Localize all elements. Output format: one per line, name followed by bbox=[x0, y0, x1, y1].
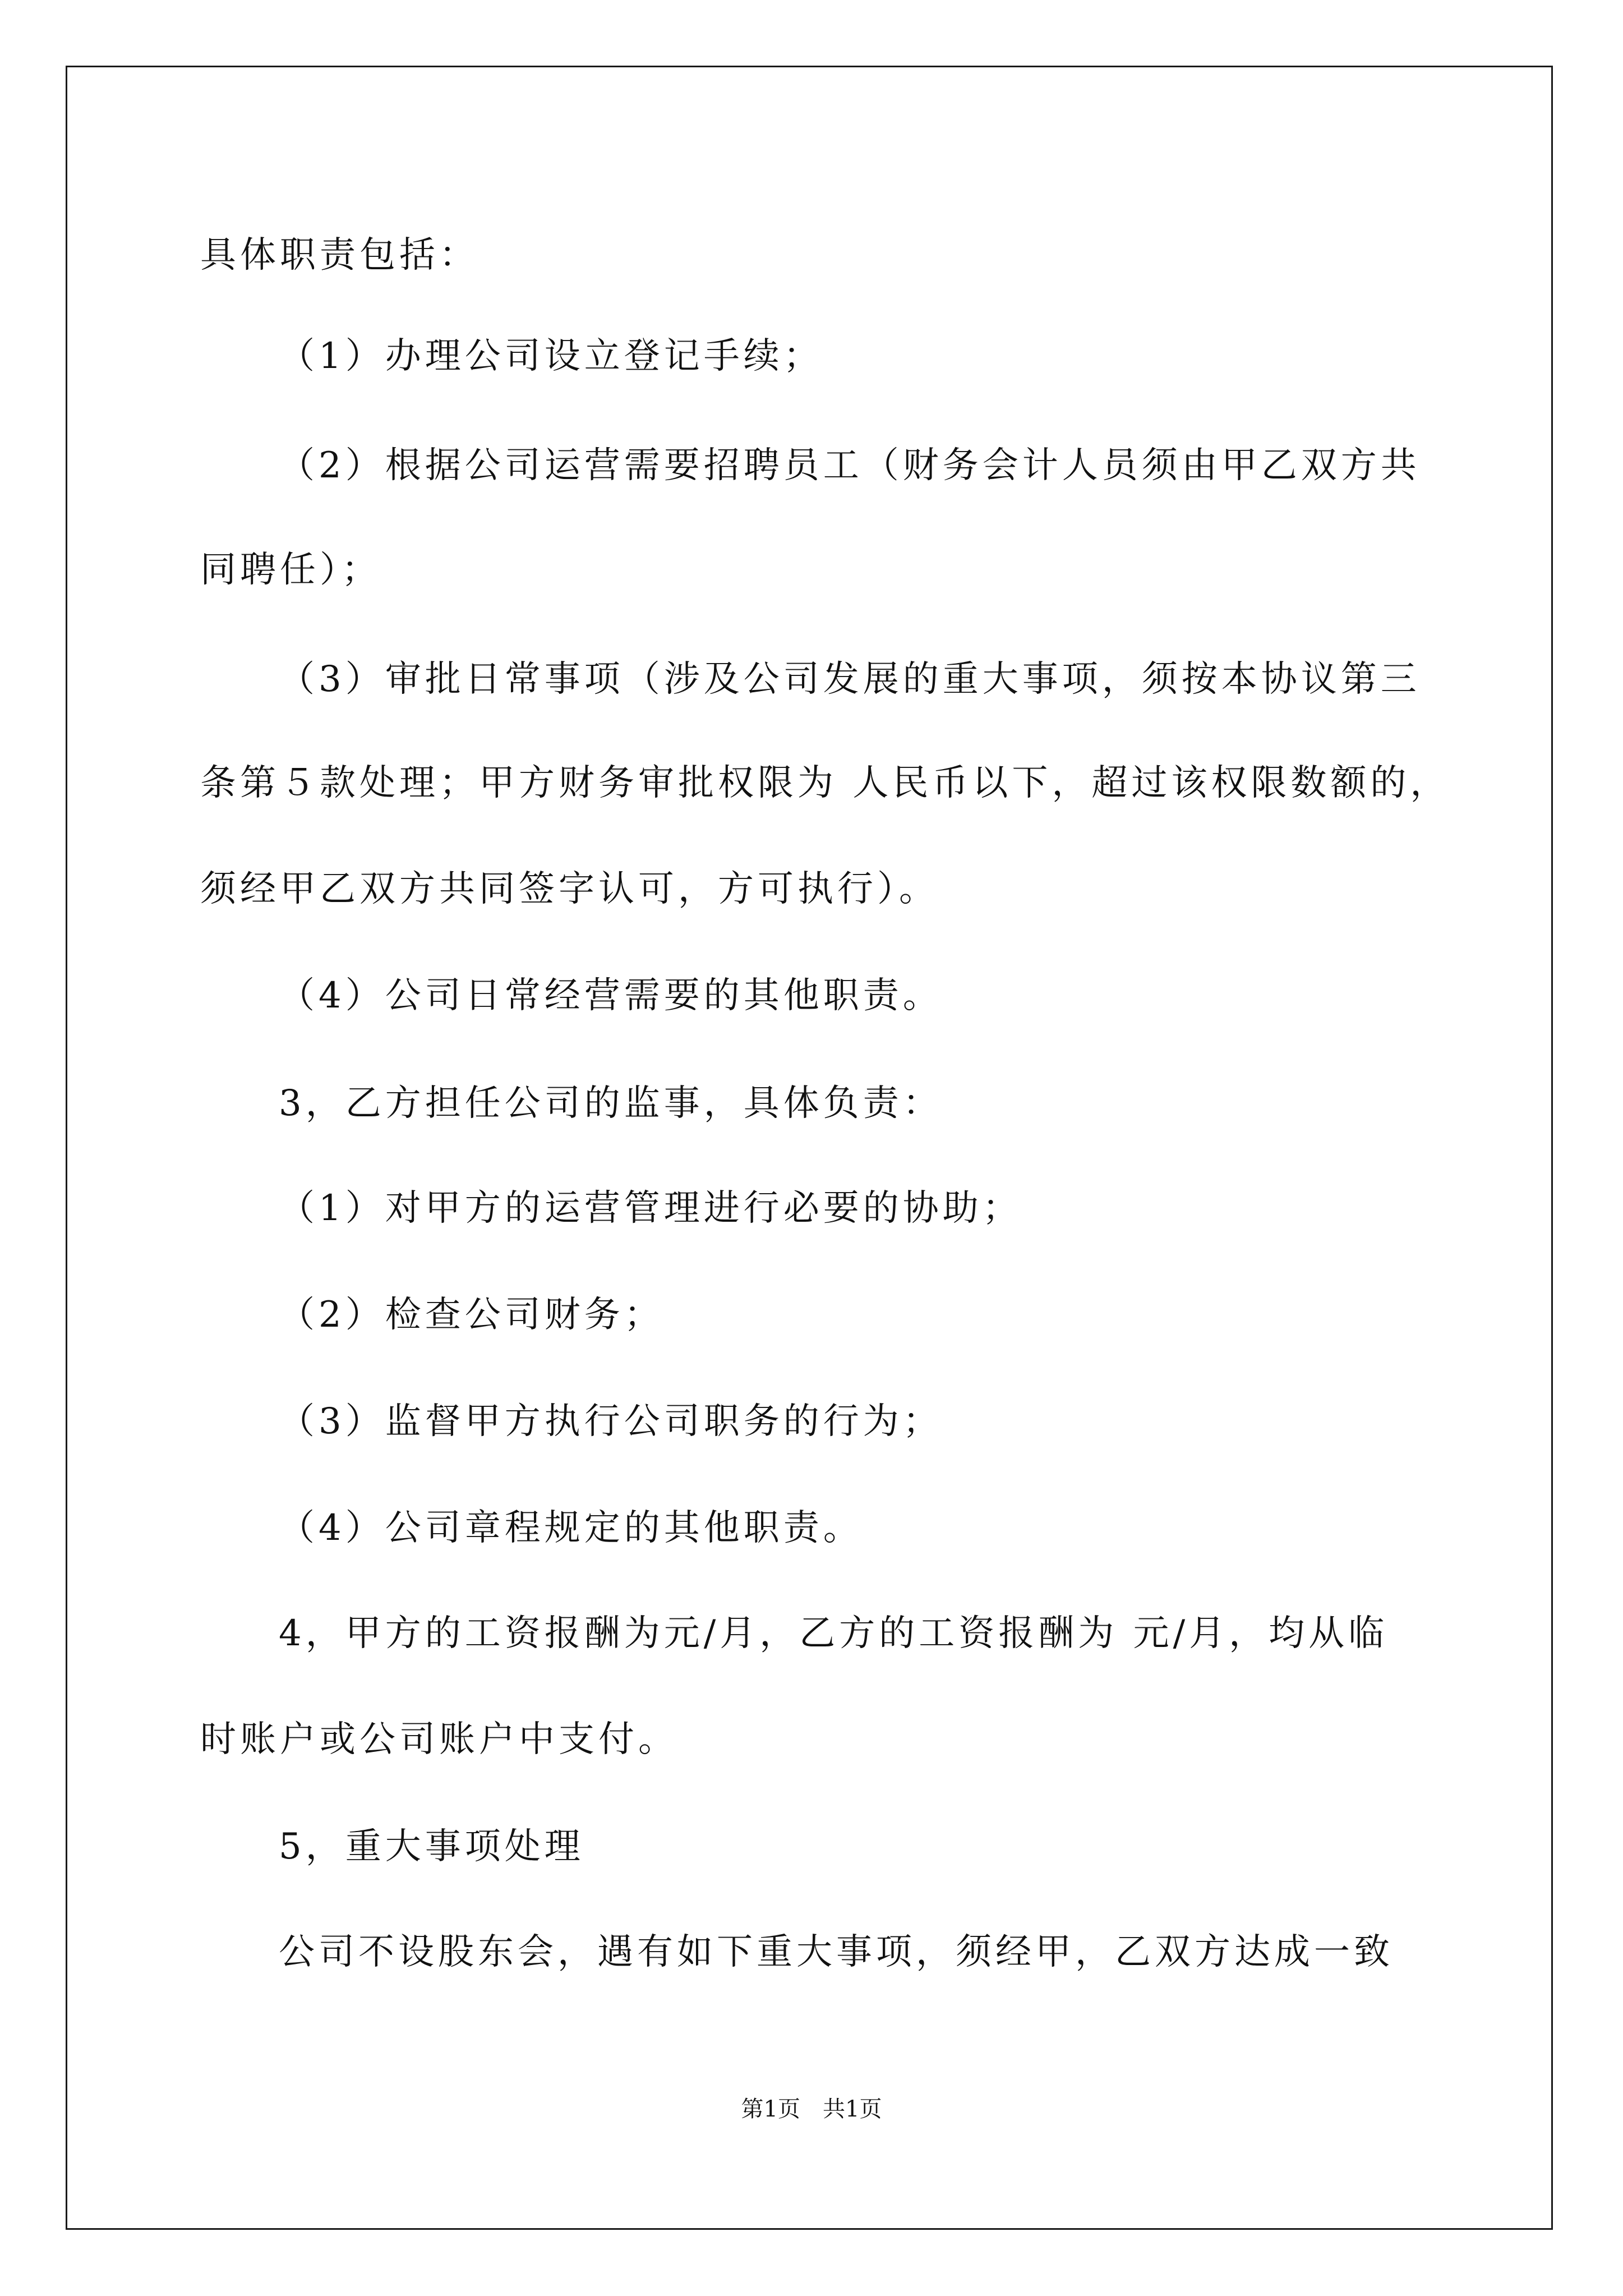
text-line: （4）公司日常经营需要的其他职责。 bbox=[279, 975, 943, 1016]
text-line: 条第５款处理；甲方财务审批权限为 人民币以下，超过该权限数额的， bbox=[200, 762, 1450, 804]
text-line: 3，乙方担任公司的监事，具体负责： bbox=[279, 1083, 943, 1124]
page-border bbox=[66, 66, 1553, 2230]
text-line: （1）办理公司设立登记手续； bbox=[279, 335, 823, 377]
text-line: 同聘任）； bbox=[200, 549, 381, 591]
text-line: 时账户或公司账户中支付。 bbox=[200, 1719, 678, 1760]
text-line: （1）对甲方的运营管理进行必要的协助； bbox=[279, 1188, 1022, 1229]
text-line: 5，重大事项处理 bbox=[279, 1826, 584, 1867]
text-line: 4，甲方的工资报酬为元/月，乙方的工资报酬为 元/月，均从临 bbox=[279, 1613, 1389, 1654]
page-footer: 第1页 共1页 bbox=[741, 2096, 882, 2122]
text-line: 具体职责包括： bbox=[200, 234, 479, 276]
text-line: 公司不设股东会，遇有如下重大事项，须经甲，乙双方达成一致 bbox=[279, 1931, 1394, 1973]
text-line: （3）监督甲方执行公司职务的行为； bbox=[279, 1401, 943, 1442]
text-line: （2）检查公司财务； bbox=[279, 1294, 664, 1336]
text-line: （3）审批日常事项（涉及公司发展的重大事项，须按本协议第三 bbox=[279, 659, 1421, 700]
text-line: （4）公司章程规定的其他职责。 bbox=[279, 1507, 863, 1549]
text-line: 须经甲乙双方共同签字认可，方可执行）。 bbox=[200, 868, 939, 910]
text-line: （2）根据公司运营需要招聘员工（财务会计人员须由甲乙双方共 bbox=[279, 445, 1421, 486]
